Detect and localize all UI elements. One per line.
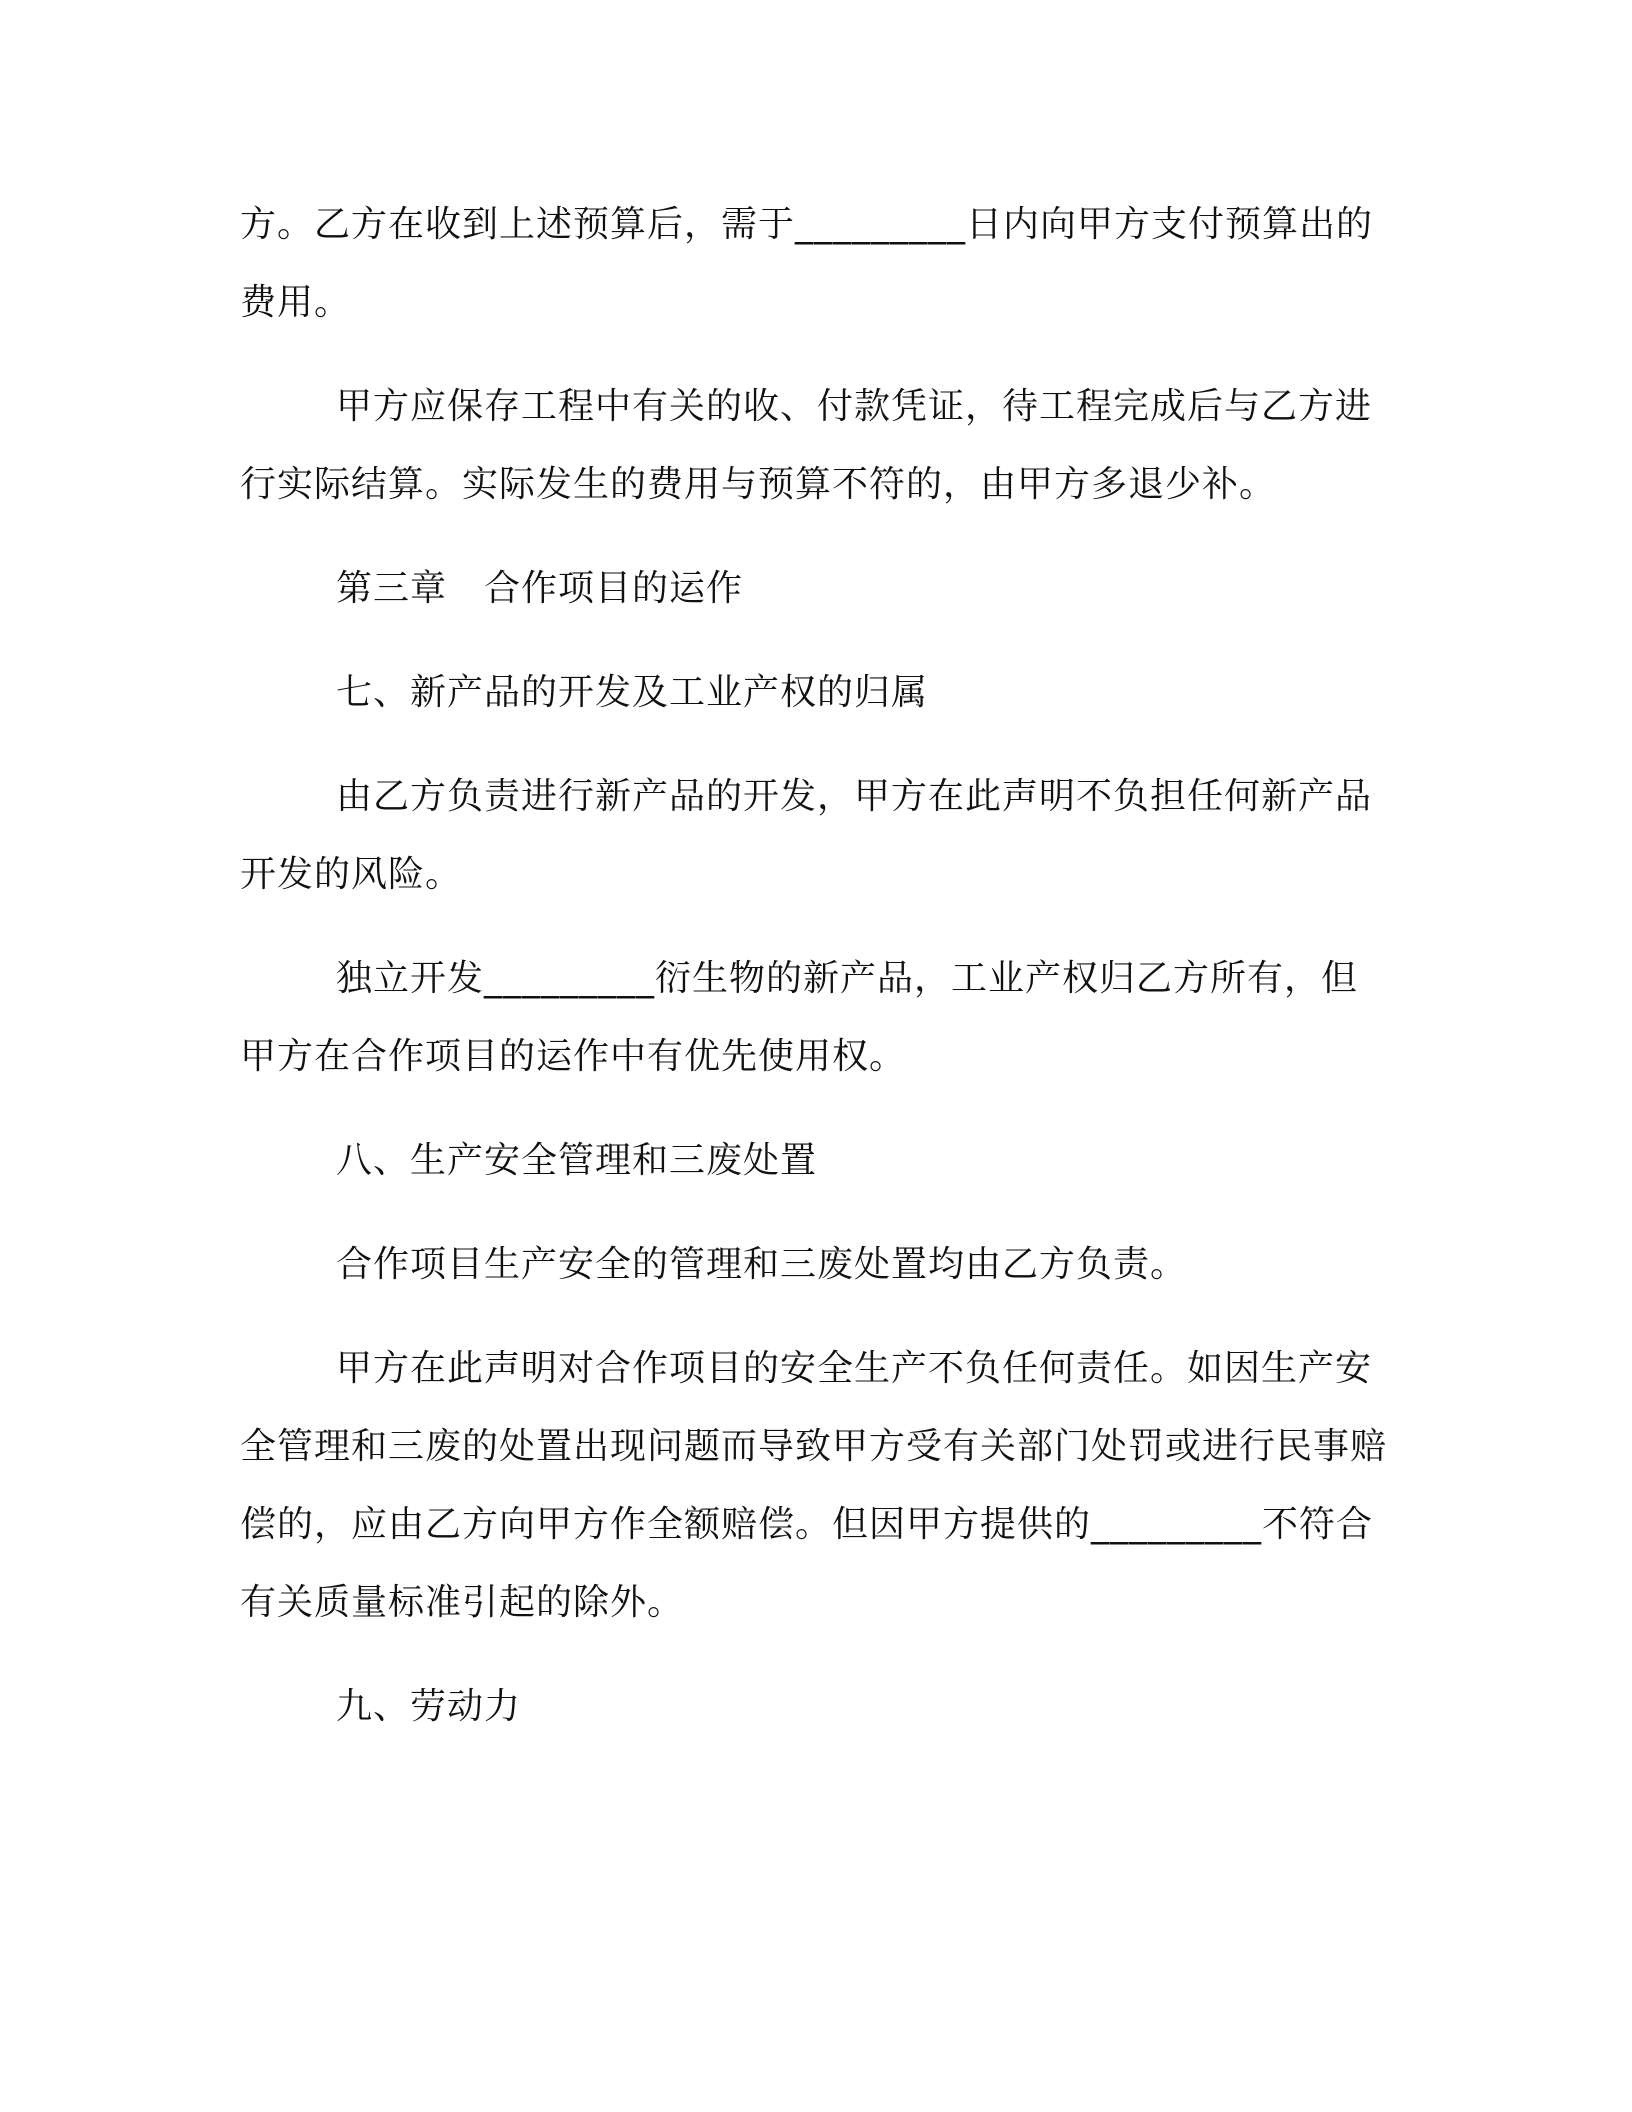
- paragraph-budget-payment: 方。乙方在收到上述预算后，需于_________日内向甲方支付预算出的费用。: [240, 204, 1374, 323]
- paragraph-safety-liability: 甲方在此声明对合作项目的安全生产不负任何责任。如因生产安全管理和三废的处置出现问题而导致甲方受有关部门处罚或进行民事赔偿的，应由乙方向甲方作全额赔偿。但因甲方提供的_________不符合有关质量标准引起的除外。: [240, 1348, 1388, 1623]
- paragraph-safety-responsibility: 合作项目生产安全的管理和三废处置均由乙方负责。: [336, 1244, 1188, 1285]
- section-heading-labor: 九、劳动力: [336, 1686, 522, 1727]
- paragraph-independent-development: 独立开发_________衍生物的新产品，工业产权归乙方所有，但甲方在合作项目的运作中有优先使用权。: [240, 958, 1359, 1077]
- document-body: [240, 186, 1390, 1772]
- paragraph-settlement: 甲方应保存工程中有关的收、付款凭证，待工程完成后与乙方进行实际结算。实际发生的费用与预算不符的，由甲方多退少补。: [240, 386, 1373, 505]
- chapter-heading: 第三章 合作项目的运作: [336, 568, 744, 609]
- section-heading-safety: 八、生产安全管理和三废处置: [336, 1140, 818, 1181]
- section-heading-new-product: 七、新产品的开发及工业产权的归属: [336, 672, 929, 713]
- paragraph-new-product-development: 由乙方负责进行新产品的开发，甲方在此声明不负担任何新产品开发的风险。: [240, 776, 1373, 895]
